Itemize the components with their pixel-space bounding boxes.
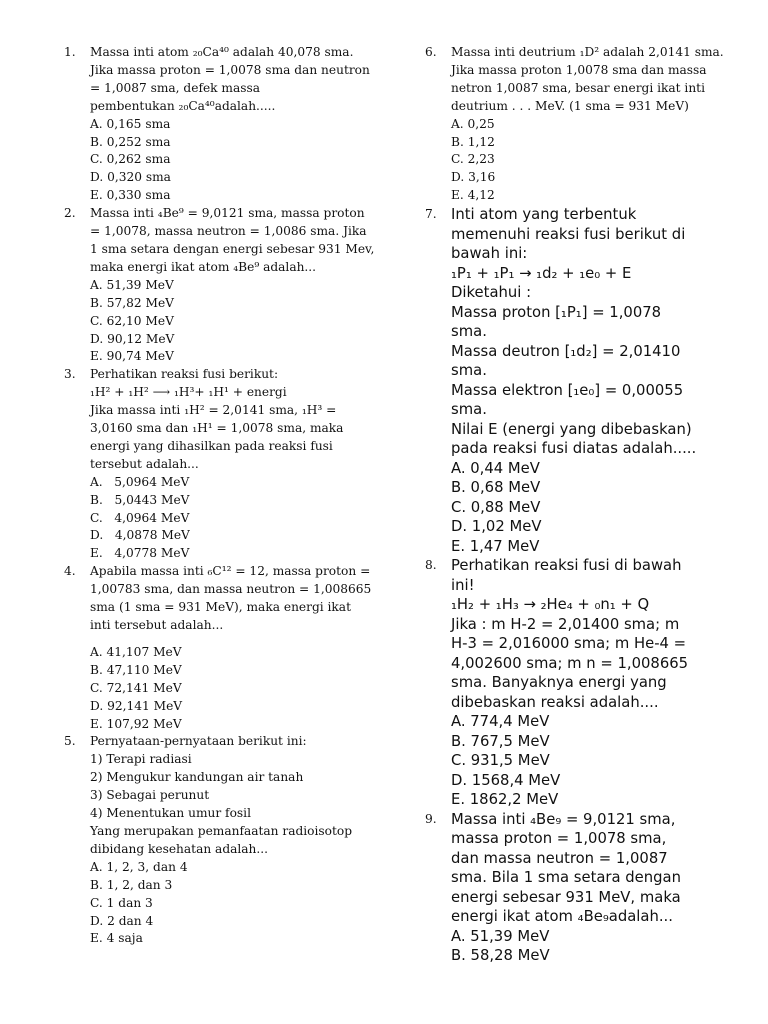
- question-text-line: Massa inti ₄Be₉ = 9,0121 sma,: [451, 810, 676, 828]
- question-9: [425, 810, 735, 966]
- answer-option: E. 1,47 MeV: [451, 537, 540, 555]
- question-text-line: ini!: [451, 576, 475, 594]
- answer-option: A. 51,39 MeV: [451, 927, 550, 945]
- question-text-line: = 1,0087 sma, defek massa: [90, 80, 261, 95]
- question-text-line: dibebaskan reaksi adalah....: [451, 693, 659, 711]
- question-text-line: inti tersebut adalah...: [90, 618, 224, 632]
- question-text-line: 1 sma setara dengan energi sebesar 931 Mev,: [90, 241, 375, 256]
- question-number: 7.: [425, 207, 437, 222]
- question-2: [64, 205, 375, 366]
- answer-option: D. 3,16: [451, 170, 496, 185]
- question-1: [64, 44, 372, 205]
- answer-option: A. 1, 2, 3, dan 4: [90, 859, 188, 874]
- question-text-line: Jika massa proton = 1,0078 sma dan neutron: [90, 62, 370, 77]
- answer-option: C. 931,5 MeV: [451, 752, 550, 770]
- question-text-line: Massa deutron [₁d₂] = 2,01410: [451, 342, 681, 360]
- question-text-line: energi sebesar 931 MeV, maka: [451, 888, 681, 906]
- question-text-line: Diketahui :: [451, 284, 532, 302]
- question-7: [425, 205, 735, 556]
- answer-option: A. 41,107 MeV: [90, 644, 182, 659]
- answer-option: B. 0,68 MeV: [451, 479, 541, 497]
- question-text-line: bawah ini:: [451, 245, 528, 263]
- question-text-line: Nilai E (energi yang dibebaskan): [451, 420, 692, 438]
- answer-option: A. 51,39 MeV: [90, 277, 174, 292]
- question-text-line: Massa inti ₄Be⁹ = 9,0121 sma, massa proton: [90, 206, 365, 221]
- question-number: 9.: [425, 811, 437, 826]
- answer-option: C. 0,88 MeV: [451, 498, 541, 516]
- question-text-line: 3,0160 sma dan ₁H¹ = 1,0078 sma, maka: [90, 421, 344, 436]
- question-number: 1.: [64, 45, 76, 59]
- answer-option: D. 2 dan 4: [90, 913, 154, 928]
- question-text-line: Jika massa proton 1,0078 sma dan massa: [451, 62, 707, 77]
- question-8: [425, 556, 735, 810]
- answer-option: C. 0,262 sma: [90, 152, 171, 167]
- question-text-line: 1,00783 sma, dan massa neutron = 1,008665: [90, 582, 372, 597]
- question-text-line: Inti atom yang terbentuk: [451, 206, 637, 224]
- answer-option: A. 0,44 MeV: [451, 459, 540, 477]
- spacer: [90, 635, 372, 644]
- answer-option: C. 2,23: [451, 152, 495, 167]
- question-number: 4.: [64, 564, 76, 579]
- answer-option: B. 58,28 MeV: [451, 947, 550, 965]
- question-text-line: Jika massa inti ₁H² = 2,0141 sma, ₁H³ =: [90, 403, 337, 418]
- answer-option: B. 767,5 MeV: [451, 732, 550, 750]
- question-text-line: deutrium . . . MeV. (1 sma = 931 MeV): [451, 98, 689, 113]
- question-text-line: Yang merupakan pemanfaatan radioisotop: [90, 823, 353, 838]
- answer-option: E. 0,330 sma: [90, 188, 171, 203]
- question-text-line: sma. Banyaknya energi yang: [451, 674, 667, 692]
- question-text-line: tersebut adalah...: [90, 456, 199, 471]
- question-text-line: memenuhi reaksi fusi berikut di: [451, 225, 686, 243]
- answer-option: B. 57,82 MeV: [90, 295, 174, 310]
- question-text-line: H-3 = 2,016000 sma; m He-4 =: [451, 635, 687, 653]
- question-number: 5.: [64, 734, 76, 749]
- question-body: [451, 205, 735, 556]
- right-column: [425, 44, 735, 966]
- question-body: [90, 563, 372, 733]
- question-text-line: dibidang kesehatan adalah...: [90, 841, 269, 856]
- question-body: [90, 733, 372, 948]
- question-text-line: Massa inti deutrium ₁D² adalah 2,0141 sma.: [451, 45, 724, 59]
- question-body: [451, 810, 735, 966]
- question-text-line: sma.: [451, 401, 487, 419]
- question-text-line: = 1,0078, massa neutron = 1,0086 sma. Jika: [90, 224, 367, 239]
- question-text-line: maka energi ikat atom ₄Be⁹ adalah...: [90, 259, 317, 274]
- answer-option: D. 1,02 MeV: [451, 518, 542, 536]
- answer-option: D. 1568,4 MeV: [451, 771, 561, 789]
- question-number: 2.: [64, 206, 76, 221]
- answer-option: E. 4,12: [451, 188, 495, 203]
- question-4: [64, 563, 372, 733]
- question-body: [90, 366, 372, 563]
- reaction-equation: ₁H² + ₁H² ⟶ ₁H³+ ₁H¹ + energi: [90, 385, 287, 400]
- question-3: [64, 366, 372, 563]
- answer-option: D. 90,12 MeV: [90, 331, 175, 346]
- question-text-line: netron 1,0087 sma, besar energi ikat inti: [451, 80, 705, 95]
- question-text-line: pembentukan ₂₀Ca⁴⁰adalah.....: [90, 98, 276, 113]
- answer-option: E. 107,92 MeV: [90, 716, 182, 731]
- question-text-line: Massa elektron [₁e₀] = 0,00055: [451, 381, 684, 399]
- question-text-line: energi yang dihasilkan pada reaksi fusi: [90, 438, 333, 453]
- answer-option: A. 774,4 MeV: [451, 713, 550, 731]
- question-text-line: sma.: [451, 323, 487, 341]
- question-number: 8.: [425, 558, 437, 573]
- reaction-equation: ₁P₁ + ₁P₁ → ₁d₂ + ₁e₀ + E: [451, 264, 632, 282]
- answer-option: D. 92,141 MeV: [90, 698, 183, 713]
- question-text-line: energi ikat atom ₄Be₉adalah...: [451, 908, 673, 926]
- left-column: [64, 44, 375, 948]
- question-text-line: dan massa neutron = 1,0087: [451, 849, 668, 867]
- question-text-line: sma. Bila 1 sma setara dengan: [451, 869, 682, 887]
- answer-option: C. 1 dan 3: [90, 895, 153, 910]
- question-text-line: Pernyataan-pernyataan berikut ini:: [90, 734, 307, 749]
- statement-item: 3) Sebagai perunut: [90, 788, 210, 803]
- reaction-equation: ₁H₂ + ₁H₃ → ₂He₄ + ₀n₁ + Q: [451, 596, 650, 614]
- question-6: [425, 44, 735, 205]
- answer-option: C. 72,141 MeV: [90, 680, 182, 695]
- answer-option: E. 90,74 MeV: [90, 349, 174, 364]
- answer-option: A. 0,165 sma: [90, 116, 171, 131]
- answer-option: B. 1,12: [451, 134, 495, 149]
- question-text-line: Massa inti atom ₂₀Ca⁴⁰ adalah 40,078 sma.: [90, 45, 354, 59]
- statement-item: 4) Menentukan umur fosil: [90, 806, 251, 821]
- question-text-line: sma (1 sma = 931 MeV), maka energi ikat: [90, 600, 351, 615]
- question-text-line: sma.: [451, 362, 487, 380]
- question-body: [451, 556, 735, 810]
- answer-option: C. 62,10 MeV: [90, 313, 174, 328]
- statement-item: 2) Mengukur kandungan air tanah: [90, 770, 304, 785]
- statement-item: 1) Terapi radiasi: [90, 752, 192, 767]
- answer-option: B. 5,0443 MeV: [90, 492, 190, 507]
- answer-option: B. 47,110 MeV: [90, 662, 182, 677]
- question-text-line: Perhatikan reaksi fusi di bawah: [451, 557, 682, 575]
- answer-option: D. 4,0878 MeV: [90, 528, 190, 543]
- question-text-line: Massa proton [₁P₁] = 1,0078: [451, 303, 662, 321]
- answer-option: E. 1862,2 MeV: [451, 791, 559, 809]
- question-5: [64, 733, 372, 948]
- question-text-line: pada reaksi fusi diatas adalah.....: [451, 440, 697, 458]
- question-text-line: 4,002600 sma; m n = 1,008665: [451, 654, 689, 672]
- question-number: 6.: [425, 45, 437, 59]
- answer-option: E. 4,0778 MeV: [90, 546, 190, 561]
- answer-option: E. 4 saja: [90, 931, 143, 946]
- answer-option: C. 4,0964 MeV: [90, 510, 190, 525]
- answer-option: A. 0,25: [451, 116, 495, 131]
- question-body: [90, 205, 374, 366]
- question-text-line: massa proton = 1,0078 sma,: [451, 830, 667, 848]
- answer-option: B. 0,252 sma: [90, 134, 171, 149]
- question-text-line: Apabila massa inti ₆C¹² = 12, massa proton =: [90, 564, 371, 579]
- answer-option: D. 0,320 sma: [90, 170, 171, 185]
- answer-option: A. 5,0964 MeV: [90, 474, 190, 489]
- question-body: [90, 44, 372, 205]
- question-text-line: Perhatikan reaksi fusi berikut:: [90, 367, 279, 382]
- answer-option: B. 1, 2, dan 3: [90, 877, 173, 892]
- question-number: 3.: [64, 367, 76, 382]
- question-body: [451, 44, 735, 205]
- question-text-line: Jika : m H-2 = 2,01400 sma; m: [451, 615, 680, 633]
